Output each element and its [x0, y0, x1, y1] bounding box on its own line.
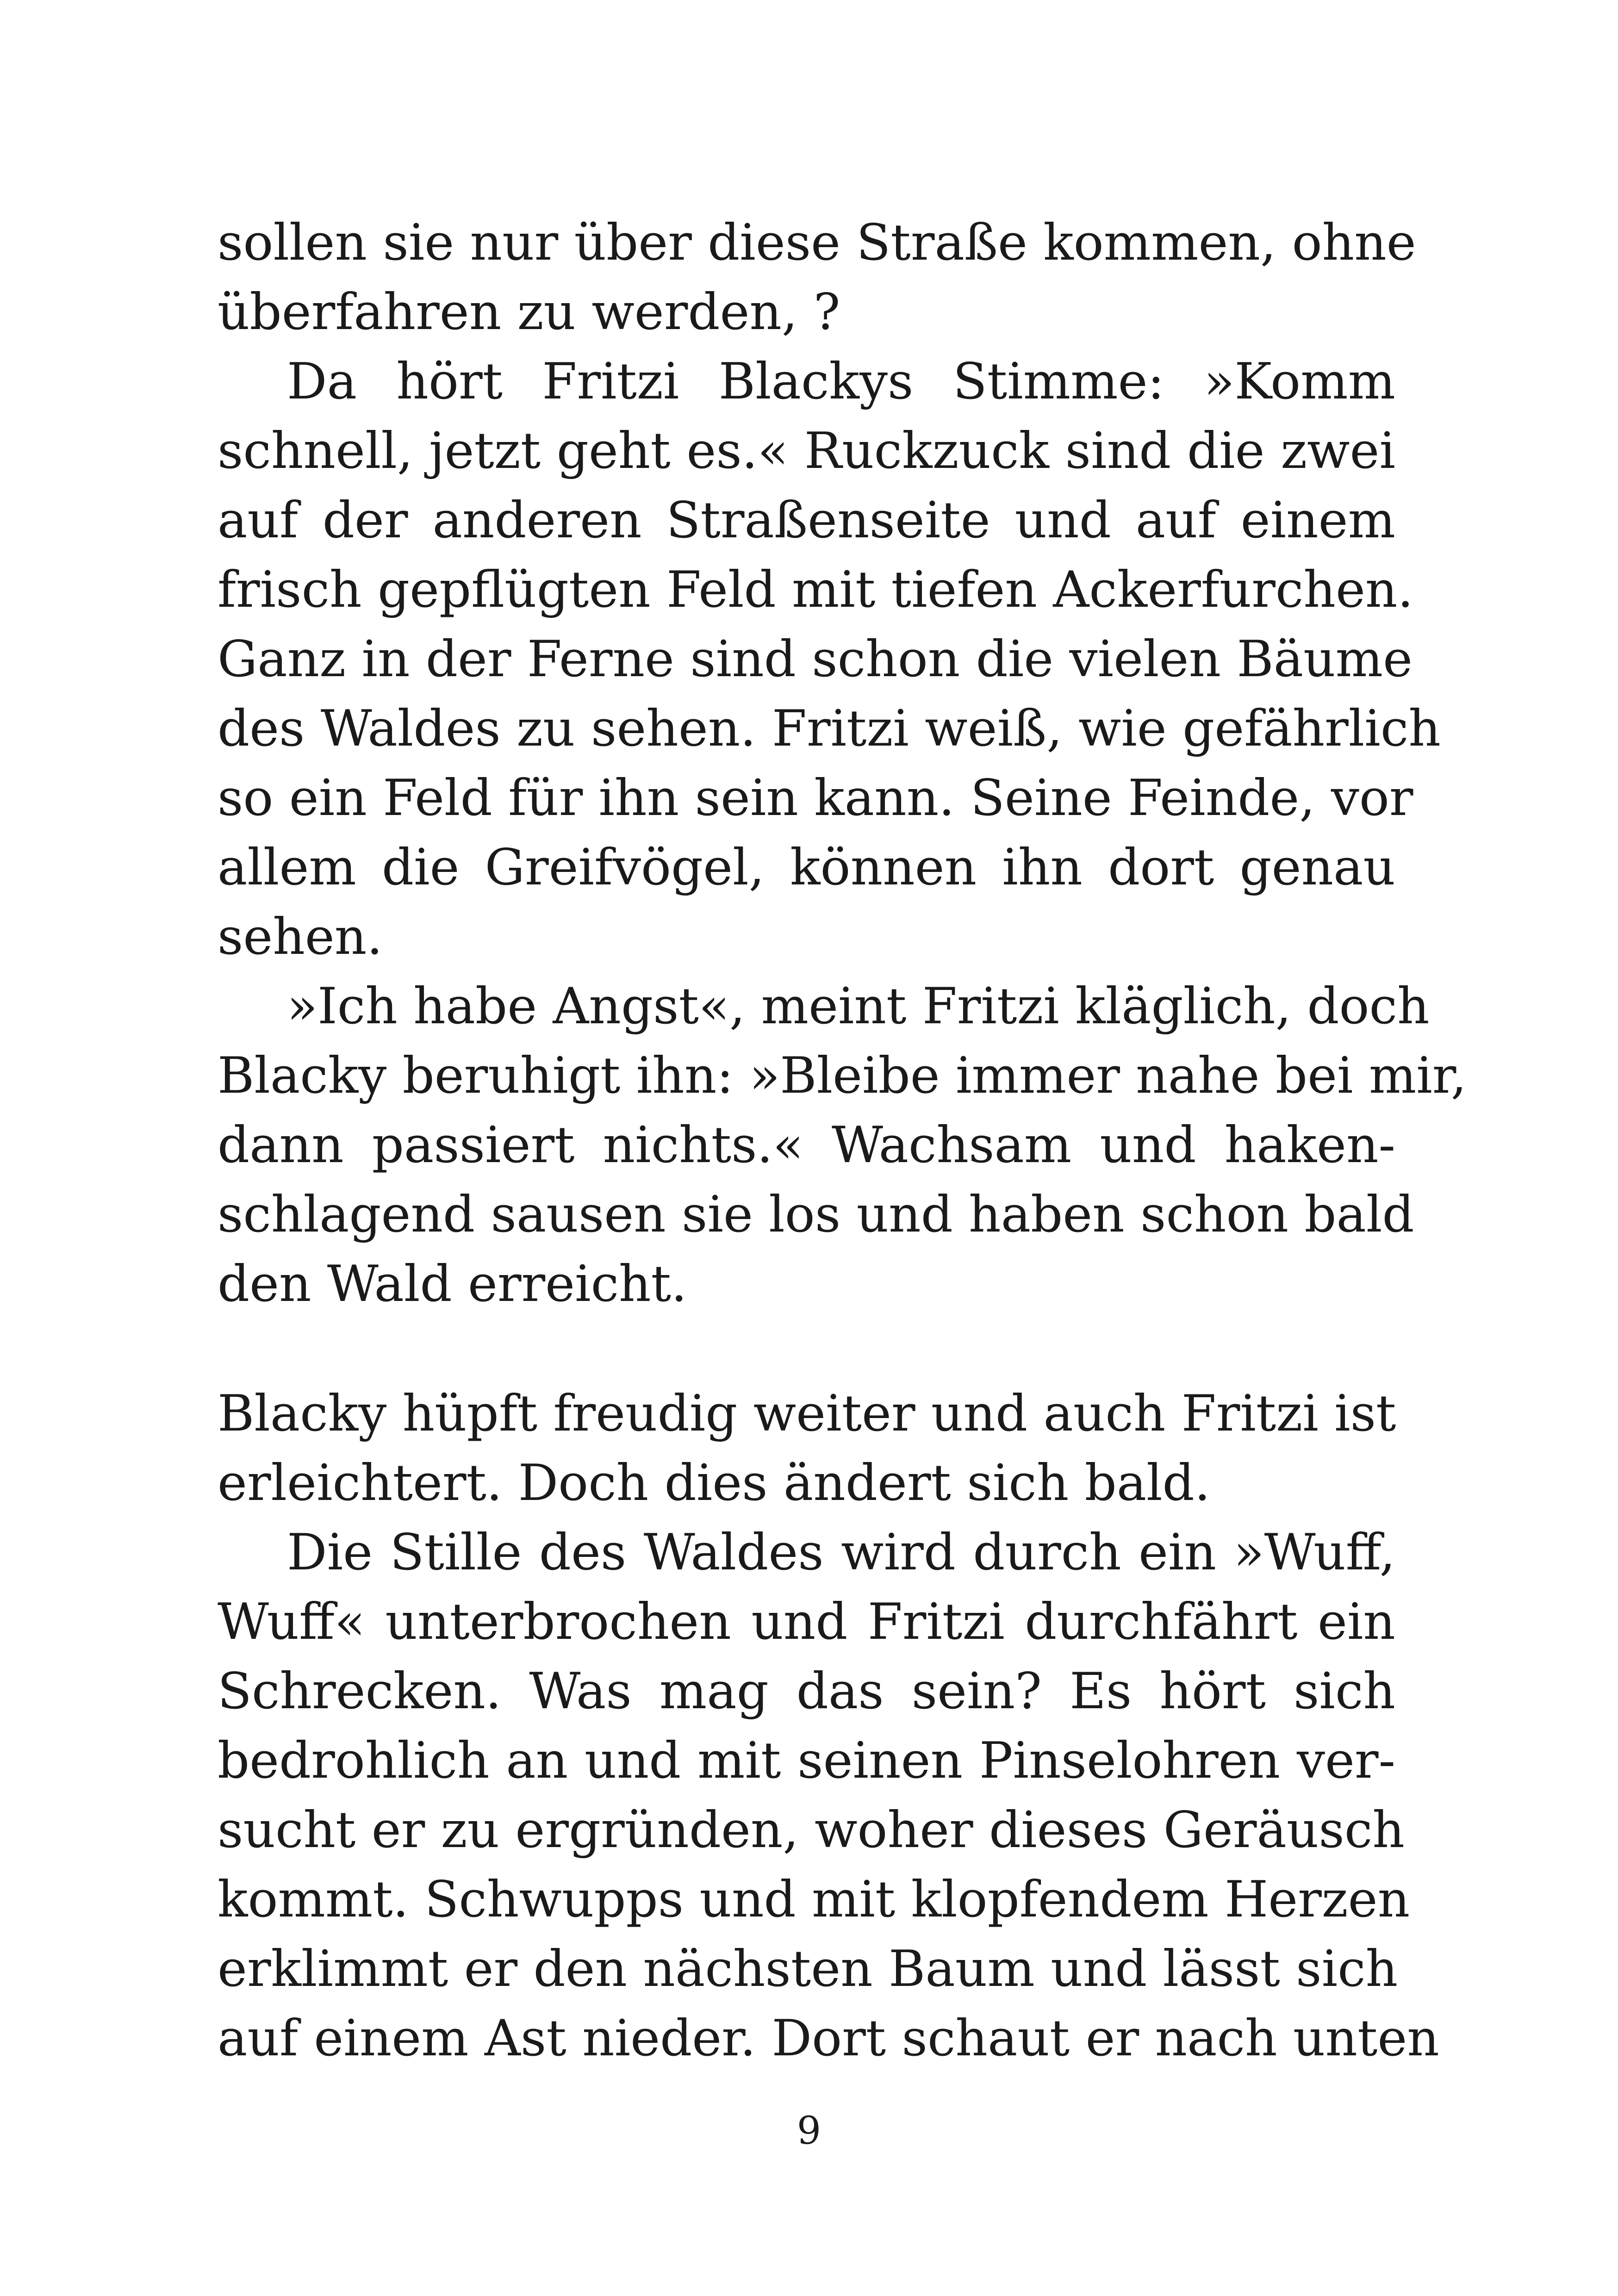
text-section-upper: [218, 208, 1467, 1319]
text-line: überfahren zu werden, ?: [218, 283, 840, 341]
text-line: so ein Feld für ihn sein kann. Seine Feinde, vor: [218, 769, 1413, 827]
text-line: Da hört Fritzi Blackys Stimme: »Komm: [287, 353, 1395, 411]
text-line: auf einem Ast nieder. Dort schaut er nach unten: [218, 2010, 1439, 2067]
text-line: Blacky beruhigt ihn: »Bleibe immer nahe bei mir,: [218, 1047, 1467, 1105]
text-line: auf der anderen Straßenseite und auf einem: [218, 492, 1395, 549]
page-number: 9: [797, 2109, 821, 2153]
text-line: erklimmt er den nächsten Baum und lässt sich: [218, 1940, 1398, 1998]
text-line: Ganz in der Ferne sind schon die vielen Bäume: [218, 630, 1413, 688]
text-line: allem die Greifvögel, können ihn dort genau: [218, 839, 1395, 896]
text-line: Wuff« unterbrochen und Fritzi durchfährt ein: [218, 1593, 1395, 1651]
text-line: schnell, jetzt geht es.« Ruckzuck sind die zwei: [218, 422, 1395, 480]
text-line: schlagend sausen sie los und haben schon bald: [218, 1186, 1414, 1244]
text-line: den Wald erreicht.: [218, 1255, 687, 1313]
text-line: sollen sie nur über diese Straße kommen, ohne: [218, 214, 1416, 272]
text-line: sucht er zu ergründen, woher dieses Geräusch: [218, 1801, 1405, 1859]
text-section-lower: [218, 1379, 1439, 2073]
text-line: kommt. Schwupps und mit klopfendem Herzen: [218, 1871, 1410, 1929]
text-line: sehen.: [218, 908, 383, 966]
text-line: frisch gepflügten Feld mit tiefen Ackerfurchen.: [218, 561, 1413, 619]
text-line: erleichtert. Doch dies ändert sich bald.: [218, 1454, 1211, 1512]
text-line: dann passiert nichts.« Wachsam und haken-: [218, 1116, 1395, 1174]
text-line: Schrecken. Was mag das sein? Es hört sich: [218, 1662, 1395, 1720]
text-line: Blacky hüpft freudig weiter und auch Fritzi ist: [218, 1385, 1396, 1443]
text-line: des Waldes zu sehen. Fritzi weiß, wie gefährlich: [218, 700, 1441, 758]
text-line: »Ich habe Angst«, meint Fritzi kläglich, doch: [287, 977, 1430, 1035]
text-line: bedrohlich an und mit seinen Pinselohren ver-: [218, 1732, 1395, 1790]
text-line: Die Stille des Waldes wird durch ein »Wuff,: [287, 1524, 1395, 1581]
